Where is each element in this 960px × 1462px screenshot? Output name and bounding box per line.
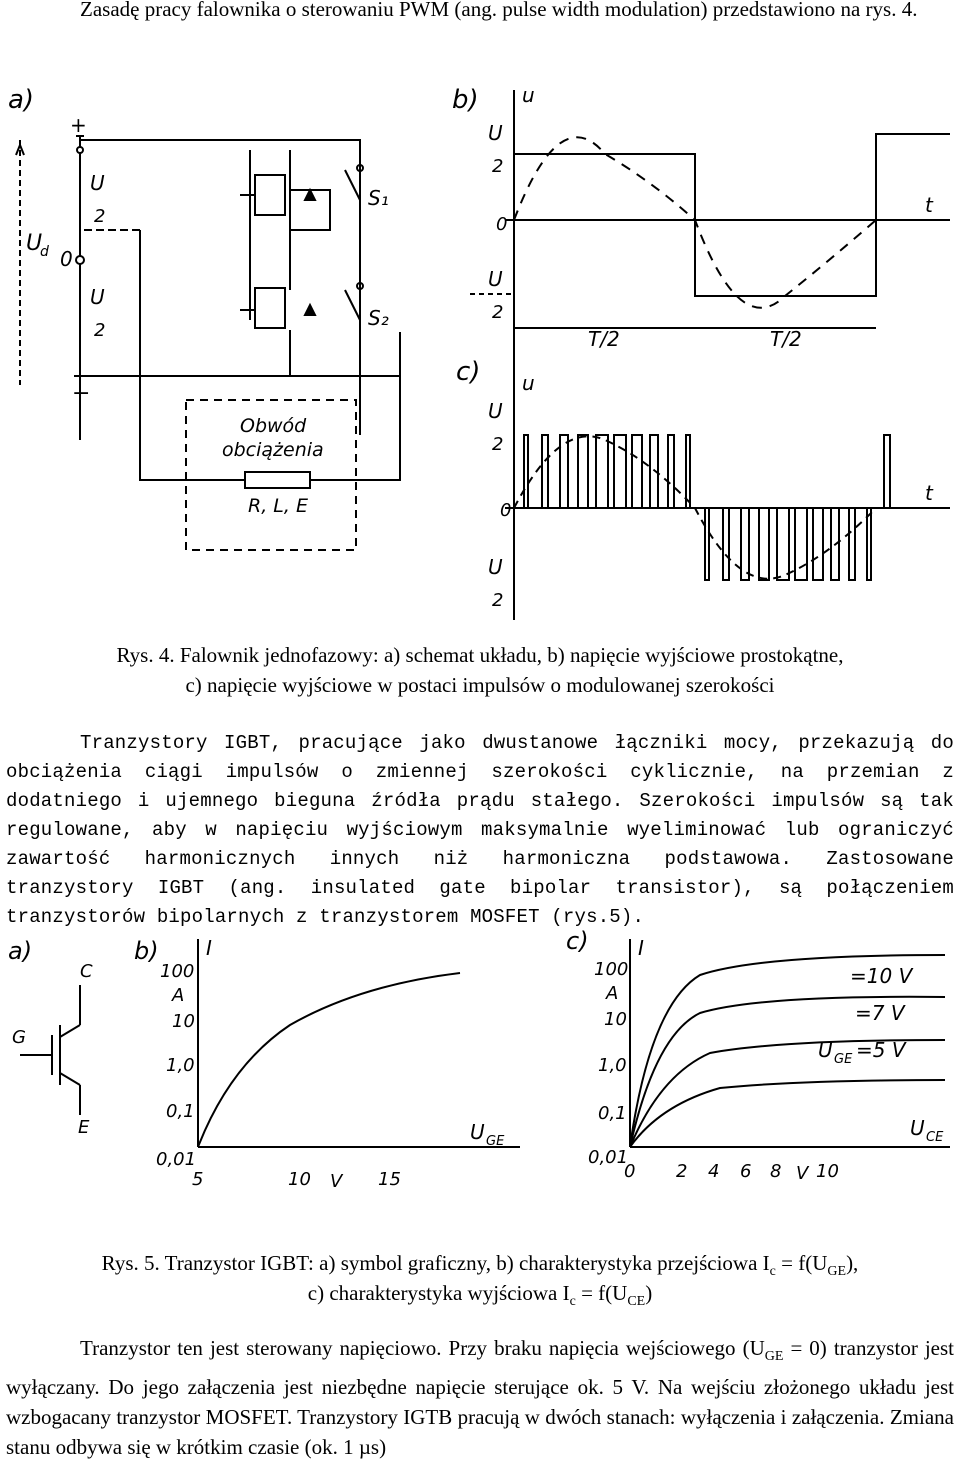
b-y-tick-label: 0,1 — [166, 1101, 195, 1122]
xlabel-c: U — [910, 1116, 925, 1140]
curve-label-10v: =10 V — [850, 964, 913, 988]
half-b-top: 2 — [492, 156, 504, 177]
igbt-paragraph-text: Tranzystory IGBT, pracujące jako dwustanowe łączniki mocy, przekazują do obciążenia ciągi impulsów o zmiennej szerokości cyklicznie, na przemian z dodatniego i ujemnego bieguna źródła prądu stałego. Szerokości impulsów są tak regulowane, aby w napięciu wyjściowym maksymalnie wyeliminować lub ograniczyć zawartość harmonicznych innych niż harmoniczna podstawowa. Zastosowane tranzystory IGBT (ang. insulated gate bipolar transistor), są połączeniem tranzystorów bipolarnych z tranzystorem MOSFET (rys.5). — [6, 732, 954, 928]
load-label-3: R, L, E — [248, 495, 308, 517]
c-x-tick-label: 8 — [770, 1161, 782, 1182]
emitter-label: E — [78, 1117, 90, 1138]
c-x-tick-label: 2 — [676, 1161, 688, 1182]
b-y-tick-label: 1,0 — [166, 1055, 195, 1076]
fig5-caption-text-2e: ) — [645, 1281, 653, 1305]
c-x-tick-label: 6 — [740, 1161, 752, 1182]
c-x-tick-label: 0 — [624, 1161, 636, 1182]
fig5-caption-text-1e: ), — [846, 1251, 859, 1275]
ic-label-b: I — [206, 936, 212, 960]
u-axis-c: u — [522, 371, 535, 395]
xlabel-b: U — [470, 1120, 485, 1144]
half-top: 2 — [94, 206, 106, 227]
fig4-caption-text-2: c) napięcie wyjściowe w postaci impulsów o modulowanej szerokości — [185, 673, 775, 697]
fig4-caption-text-1: Rys. 4. Falownik jednofazowy: a) schemat układu, b) napięcie wyjściowe prostokątne, — [116, 643, 844, 667]
ic-label-c: I — [638, 936, 644, 960]
fig5-caption-sub-2d: CE — [627, 1294, 646, 1310]
fig5-panel-b: b) — [134, 937, 159, 965]
fig5-panel-c: c) — [566, 927, 589, 955]
b-x-tick-label: V — [330, 1171, 343, 1192]
ud-label: U — [26, 231, 43, 256]
control-paragraph-rest: = 0) tranzystor jest wyłączany. Do jego załączenia jest niezbędne napięcie sterujące ok. 5 V. Na wejściu złożonego układu jest wzbogacany tranzystor MOSFET. Tranzystory IGTB pracują w dwóch stanach: wyłączenia i załączenia. Zmiana stanu odbywa się w krótkim czasie (ok. 1 µs) — [6, 1336, 954, 1460]
t-axis-c: t — [925, 481, 933, 505]
s1-label: S₁ — [368, 186, 389, 210]
fig5-caption-sub-2b: c — [569, 1294, 576, 1310]
b-x-tick-label: 10 — [288, 1169, 311, 1190]
c-x-tick-label: 10 — [816, 1161, 839, 1182]
c-y-tick-label: 0,01 — [588, 1147, 629, 1168]
zero-b: 0 — [496, 214, 508, 235]
ud-b-top: U — [488, 121, 503, 145]
b-x-tick-label: 5 — [192, 1169, 204, 1190]
fig5-caption-sub-1d: GE — [827, 1264, 847, 1280]
half-c-top: 2 — [492, 434, 504, 455]
xsub-c: CE — [926, 1130, 944, 1145]
b-y-tick-label: 10 — [172, 1011, 195, 1032]
fig4-panel-a: a) — [8, 85, 35, 115]
half-bottom: 2 — [94, 320, 106, 341]
c-x-tick-label: 4 — [708, 1161, 720, 1182]
c-y-tick-label: 0,1 — [598, 1103, 627, 1124]
b-x-tick-label: 15 — [378, 1169, 401, 1190]
fig4-caption-line2 — [0, 670, 960, 700]
curve-label-uge-sub: GE — [834, 1052, 853, 1067]
c-x-tick-label: V — [796, 1163, 809, 1184]
b-y-tick-label: 100 — [160, 961, 195, 982]
zero-c: 0 — [500, 500, 512, 521]
control-paragraph-text: Tranzystor ten jest sterowany napięciowo. Przy braku napięcia wejściowego (U — [80, 1336, 765, 1360]
load-label-1: Obwód — [240, 415, 307, 437]
t-axis-b: t — [925, 193, 933, 217]
figure-5 — [0, 925, 960, 1195]
half-b-bottom: 2 — [492, 302, 504, 323]
fig4-panel-c: c) — [456, 357, 481, 387]
intro-paragraph — [6, 0, 954, 24]
gate-label: G — [12, 1027, 26, 1048]
control-paragraph — [6, 1333, 954, 1462]
b-y-tick-label: 0,01 — [156, 1149, 197, 1170]
fig5-caption-text-2a: c) charakterystyka wyjściowa I — [307, 1281, 570, 1305]
c-y-tick-label: 1,0 — [598, 1055, 627, 1076]
fig5-caption-text-1: Rys. 5. Tranzystor IGBT: a) symbol graficzny, b) charakterystyka przejściowa I — [101, 1251, 770, 1275]
fig4-caption-line1 — [0, 640, 960, 670]
c-y-tick-label: A — [606, 983, 619, 1004]
minus-label: − — [72, 381, 91, 406]
fig5-caption-sub-1: c — [769, 1264, 776, 1280]
ud-c-top: U — [488, 399, 503, 423]
intro-text: Zasadę pracy falownika o sterowaniu PWM (ang. pulse width modulation) przedstawiono na rys. 4. — [80, 0, 918, 21]
t-half-1: T/2 — [588, 327, 620, 351]
figure-4 — [0, 70, 960, 630]
fig5-caption-text-2c: = f(U — [575, 1281, 628, 1305]
control-paragraph-sub: GE — [764, 1349, 784, 1365]
load-label-2: obciążenia — [222, 439, 324, 461]
xsub-b: GE — [486, 1134, 505, 1149]
curve-label-5v: =5 V — [856, 1038, 906, 1062]
fig5-panel-a: a) — [8, 937, 33, 965]
c-y-tick-label: 100 — [594, 959, 629, 980]
c-y-tick-label: 10 — [604, 1009, 627, 1030]
plus-label: + — [70, 113, 87, 137]
curve-label-uge: U — [818, 1038, 833, 1062]
ud-half-top: U — [90, 171, 105, 195]
fig5-caption-line2 — [0, 1278, 960, 1317]
half-c-bottom: 2 — [492, 590, 504, 611]
fig5-caption-text-1c: = f(U — [775, 1251, 828, 1275]
ud-half-bottom: U — [90, 285, 105, 309]
b-y-tick-label: A — [172, 985, 185, 1006]
curve-label-7v: =7 V — [855, 1001, 905, 1025]
zero-node-label: 0 — [60, 247, 73, 271]
igbt-paragraph — [6, 729, 954, 932]
ud-sub: d — [40, 244, 49, 260]
u-axis-b: u — [522, 83, 535, 107]
ud-c-bottom: U — [488, 555, 503, 579]
collector-label: C — [80, 961, 93, 982]
s2-label: S₂ — [368, 306, 389, 330]
t-half-2: T/2 — [770, 327, 802, 351]
ud-b-bottom: U — [488, 267, 503, 291]
fig4-panel-b: b) — [452, 85, 479, 115]
